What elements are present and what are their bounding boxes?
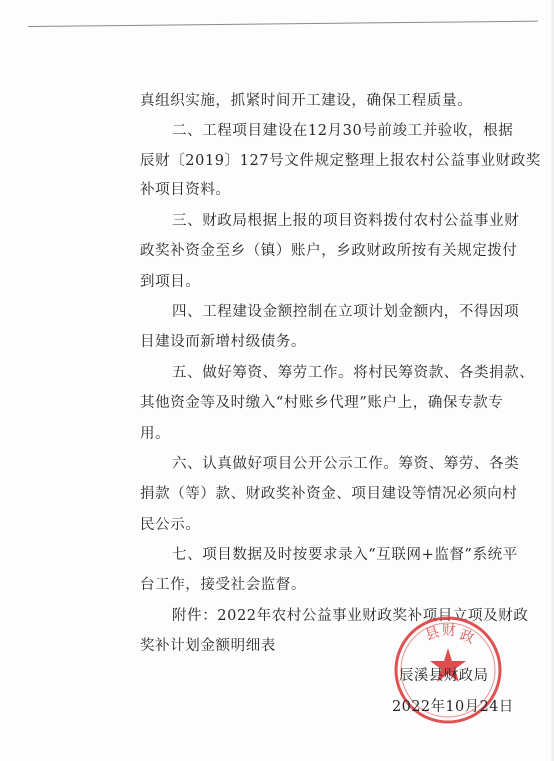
paragraph-line: 六、认真做好项目公开公示工作。筹资、筹劳、各类	[172, 456, 520, 472]
issue-date: 2022年10月24日	[392, 699, 514, 715]
paragraph-line: 政奖补资金至乡（镇）账户，乡政财政所按有关规定拨付	[140, 243, 518, 259]
attachment-line: 奖补计划金额明细表	[140, 638, 276, 654]
paragraph-line: 民公示。	[140, 517, 201, 533]
paragraph-line: 到项目。	[140, 274, 201, 290]
paragraph-line: 补项目资料。	[140, 182, 231, 198]
paragraph-line: 台工作，接受社会监督。	[140, 577, 307, 593]
paragraph-line: 三、财政局根据上报的项目资料拨付农村公益事业财	[172, 213, 520, 229]
paragraph-line: 二、工程项目建设在12月30号前竣工并验收，根据	[172, 123, 514, 139]
paragraph-line: 其他资金等及时缴入“村账乡代理”账户上，确保专款专	[140, 395, 504, 411]
issuer-name: 辰溪县财政局	[399, 668, 489, 684]
paragraph-line: 真组织实施，抓紧时间开工建设，确保工程质量。	[140, 93, 473, 109]
paragraph-line: 辰财〔2019〕127号文件规定整理上报农村公益事业财政奖	[140, 153, 541, 169]
paragraph-line: 用。	[140, 426, 171, 442]
attachment-line: 附件：2022年农村公益事业财政奖补项目立项及财政	[172, 608, 529, 624]
svg-text:政: 政	[457, 627, 476, 647]
paragraph-line: 目建设而新增村级债务。	[140, 334, 307, 350]
svg-text:财: 财	[442, 623, 456, 639]
paragraph-line: 七、项目数据及时按要求录入“互联网+监督”系统平	[172, 547, 518, 563]
paragraph-line: 五、做好筹资、筹劳工作。将村民筹资款、各类捐款、	[172, 365, 535, 381]
svg-text:县: 县	[423, 624, 442, 644]
paragraph-line: 四、工程建设金额控制在立项计划金额内，不得因项	[172, 304, 520, 320]
paragraph-line: 捐款（等）款、财政奖补资金、项目建设等情况必须向村	[140, 486, 518, 502]
